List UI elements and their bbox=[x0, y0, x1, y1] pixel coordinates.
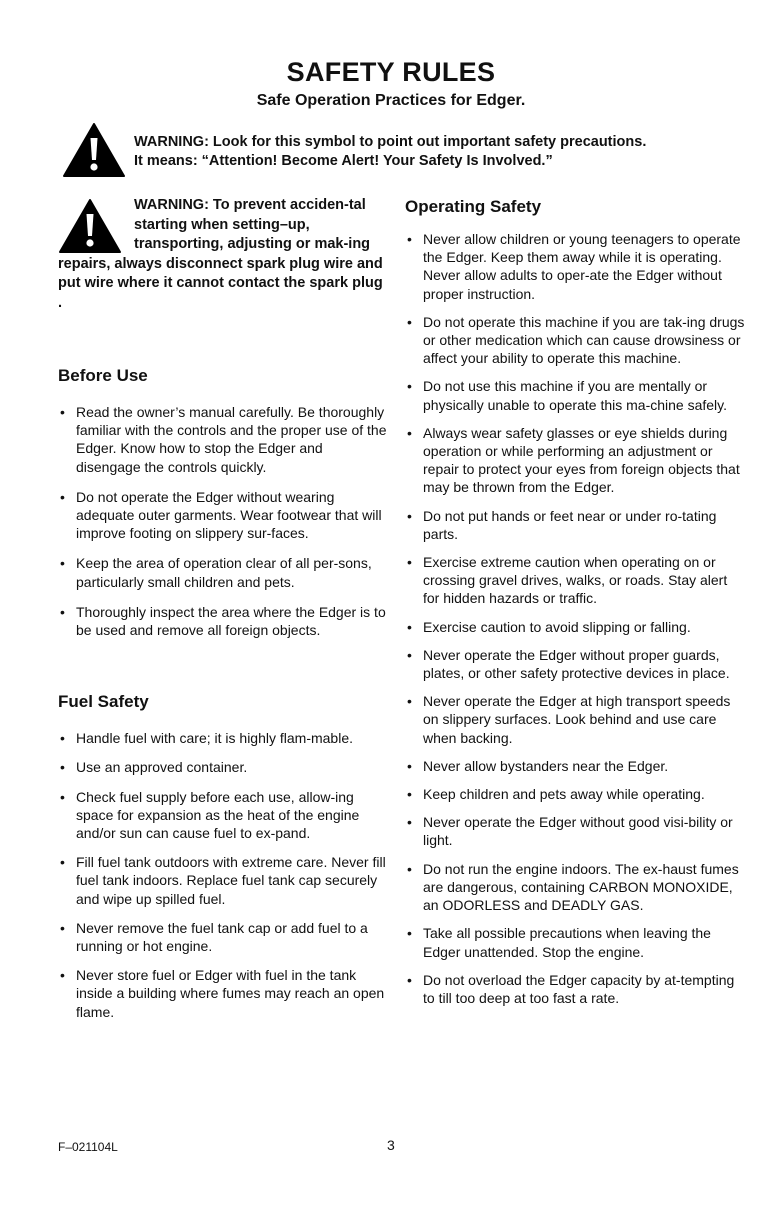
operating-safety-item bbox=[405, 924, 745, 960]
bullet-icon: • bbox=[407, 646, 412, 663]
operating-safety-item bbox=[405, 377, 745, 413]
left-column bbox=[58, 196, 388, 1032]
operating-safety-item bbox=[405, 757, 745, 775]
bullet-icon: • bbox=[407, 507, 412, 524]
bullet-icon: • bbox=[407, 313, 412, 330]
bullet-icon: • bbox=[60, 555, 65, 572]
bullet-icon: • bbox=[60, 730, 65, 747]
fuel-safety-item bbox=[58, 853, 388, 908]
bullet-icon: • bbox=[407, 554, 412, 571]
page-subtitle: Safe Operation Practices for Edger. bbox=[256, 92, 526, 109]
bullet-icon: • bbox=[60, 788, 65, 805]
before-use-list bbox=[58, 403, 388, 639]
bullet-icon: • bbox=[407, 618, 412, 635]
bullet-icon: • bbox=[407, 925, 412, 942]
before-use-heading: Before Use bbox=[58, 366, 148, 385]
right-column bbox=[405, 196, 745, 1017]
disconnect-warning-text: WARNING: To prevent acciden-tal starting when setting–up, transporting, adjusting or mak-ing repairs, always disconnect spark plug wire and put wire where it cannot contact the spark plug . bbox=[58, 197, 383, 311]
operating-safety-item bbox=[405, 646, 745, 682]
operating-safety-item bbox=[405, 507, 745, 543]
operating-safety-item bbox=[405, 618, 745, 636]
warning-triangle-icon bbox=[62, 122, 126, 178]
before-use-item-text: Keep the area of operation clear of all per-sons, particularly small children and pets. bbox=[76, 555, 372, 590]
fuel-safety-item-text: Check fuel supply before each use, allow-ing space for expansion as the heat of the engine and/or sun can cause fuel to ex-pand. bbox=[76, 788, 360, 842]
operating-safety-item bbox=[405, 230, 745, 303]
bullet-icon: • bbox=[60, 759, 65, 776]
operating-safety-item-text: Do not use this machine if you are mentally or physically unable to operate this ma-chine safely. bbox=[423, 378, 728, 413]
operating-safety-item bbox=[405, 553, 745, 608]
page-title: SAFETY RULES bbox=[286, 57, 496, 87]
fuel-safety-list bbox=[58, 729, 388, 1021]
operating-safety-item-text: Exercise caution to avoid slipping or falling. bbox=[423, 618, 691, 635]
fuel-safety-item bbox=[58, 919, 388, 955]
bullet-icon: • bbox=[60, 919, 65, 936]
operating-safety-item-text: Do not run the engine indoors. The ex-haust fumes are dangerous, containing CARBON MONOXIDE, an ODORLESS and DEADLY GAS. bbox=[423, 860, 739, 914]
operating-safety-item bbox=[405, 692, 745, 747]
operating-safety-item-text: Always wear safety glasses or eye shields during operation or while performing an adjustment or repair to protect your eyes from foreign objects that may be thrown from the Edger. bbox=[423, 424, 740, 496]
bullet-icon: • bbox=[60, 488, 65, 505]
bullet-icon: • bbox=[60, 967, 65, 984]
fuel-safety-item bbox=[58, 729, 388, 747]
bullet-icon: • bbox=[407, 971, 412, 988]
operating-safety-item bbox=[405, 971, 745, 1007]
symbol-warning bbox=[134, 133, 754, 171]
operating-safety-item-text: Never allow bystanders near the Edger. bbox=[423, 757, 669, 774]
operating-safety-item bbox=[405, 860, 745, 915]
operating-safety-item-text: Do not operate this machine if you are tak-ing drugs or other medication which can cause drowsiness or affect your ability to operate this machine. bbox=[423, 313, 745, 367]
operating-safety-item-text: Do not put hands or feet near or under ro-tating parts. bbox=[423, 507, 717, 542]
before-use-item-text: Read the owner’s manual carefully. Be thoroughly familiar with the controls and the proper use of the Edger. Know how to stop the Edger and disengage the controls quickly. bbox=[76, 404, 387, 475]
fuel-safety-heading: Fuel Safety bbox=[58, 692, 149, 712]
fuel-safety-item-text: Handle fuel with care; it is highly flam-mable. bbox=[76, 730, 354, 747]
operating-safety-item-text: Never operate the Edger without good visi-bility or light. bbox=[423, 814, 733, 849]
operating-safety-item-text: Never operate the Edger at high transport speeds on slippery surfaces. Look behind and use care when backing. bbox=[423, 693, 731, 746]
fuel-safety-item bbox=[58, 966, 388, 1021]
bullet-icon: • bbox=[407, 378, 412, 395]
operating-safety-item-text: Exercise extreme caution when operating on or crossing gravel drives, walks, or roads. Stay alert for hidden hazards or traffic. bbox=[423, 554, 728, 607]
bullet-icon: • bbox=[407, 231, 412, 247]
bullet-icon: • bbox=[60, 603, 65, 620]
document-code: F–021104L bbox=[58, 1140, 118, 1154]
bullet-icon: • bbox=[407, 424, 412, 441]
fuel-safety-item-text: Use an approved container. bbox=[76, 759, 248, 776]
before-use-item-text: Do not operate the Edger without wearing adequate outer garments. Wear footwear that will improve footing on slippery sur-faces. bbox=[76, 488, 382, 542]
bullet-icon: • bbox=[407, 693, 412, 710]
symbol-warning-line-2: It means: “Attention! Become Alert! Your Safety Is Involved.” bbox=[134, 153, 553, 169]
operating-safety-item bbox=[405, 424, 745, 497]
fuel-safety-item-text: Never store fuel or Edger with fuel in the tank inside a building where fumes may reach an open flame. bbox=[76, 967, 385, 1020]
bullet-icon: • bbox=[60, 404, 65, 420]
before-use-item bbox=[58, 603, 388, 639]
bullet-icon: • bbox=[407, 814, 412, 831]
bullet-icon: • bbox=[407, 757, 412, 774]
before-use-item bbox=[58, 403, 388, 476]
operating-safety-item-text: Take all possible precautions when leaving the Edger unattended. Stop the engine. bbox=[423, 925, 711, 960]
operating-safety-item bbox=[405, 313, 745, 368]
operating-safety-item-text: Never operate the Edger without proper guards, plates, or other safety protective devices in place. bbox=[423, 646, 730, 682]
operating-safety-item bbox=[405, 785, 745, 803]
fuel-safety-item-text: Never remove the fuel tank cap or add fuel to a running or hot engine. bbox=[76, 919, 368, 955]
fuel-safety-item-text: Fill fuel tank outdoors with extreme care. Never fill fuel tank indoors. Replace fuel tank cap securely and wipe up spilled fuel. bbox=[76, 854, 386, 907]
before-use-item-text: Thoroughly inspect the area where the Edger is to be used and remove all foreign objects. bbox=[76, 603, 386, 639]
fuel-safety-item bbox=[58, 758, 388, 776]
bullet-icon: • bbox=[60, 854, 65, 871]
page-number: 3 bbox=[387, 1137, 395, 1153]
before-use-item bbox=[58, 554, 388, 590]
operating-safety-list bbox=[405, 230, 745, 1007]
operating-safety-heading: Operating Safety bbox=[405, 197, 542, 216]
warning-triangle-icon bbox=[58, 196, 134, 254]
operating-safety-item bbox=[405, 813, 745, 849]
bullet-icon: • bbox=[407, 786, 412, 803]
symbol-warning-line-1: WARNING: Look for this symbol to point out important safety precautions. bbox=[134, 134, 647, 150]
operating-safety-item-text: Keep children and pets away while operating. bbox=[423, 786, 705, 803]
fuel-safety-item bbox=[58, 788, 388, 843]
bullet-icon: • bbox=[407, 860, 412, 877]
before-use-item bbox=[58, 488, 388, 543]
operating-safety-item-text: Do not overload the Edger capacity by at-tempting to till too deep at too fast a rate. bbox=[423, 971, 735, 1006]
disconnect-spark-plug-warning bbox=[58, 196, 388, 313]
operating-safety-item-text: Never allow children or young teenagers to operate the Edger. Keep them away while it is operating. Never allow adults to oper-ate the Edger without proper instruction. bbox=[423, 231, 741, 302]
